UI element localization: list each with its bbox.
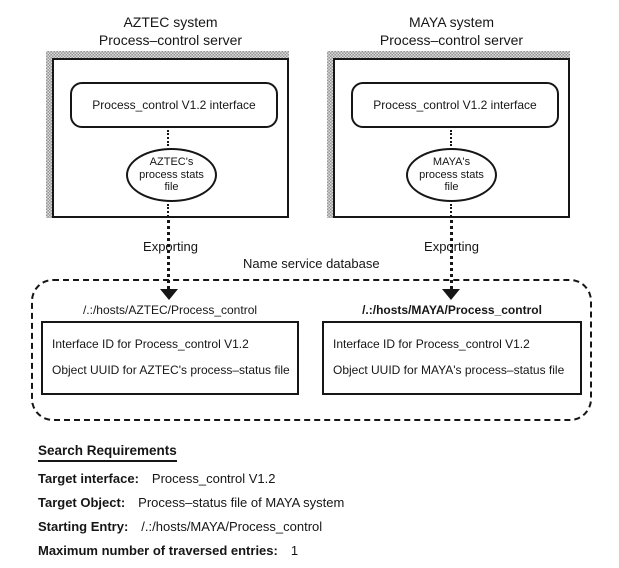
- aztec-server-subtitle: Process–control server: [98, 32, 243, 48]
- aztec-title: [52, 13, 289, 49]
- starting-entry-value: /.:/hosts/MAYA/Process_control: [141, 519, 323, 534]
- max-traversed-label: Maximum number of traversed entries:: [38, 543, 278, 558]
- aztec-entry-interface-id: Interface ID for Process_control V1.2: [52, 337, 249, 351]
- maya-connector-bottom: [450, 204, 452, 217]
- aztec-entry-object-uuid: Object UUID for AZTEC's process–status file: [52, 363, 290, 377]
- aztec-interface-box: [70, 82, 278, 128]
- aztec-entry-name: /.:/hosts/AZTEC/Process_control: [82, 303, 258, 317]
- maya-entry-object-uuid: Object UUID for MAYA's process–status file: [333, 363, 565, 377]
- maya-system-title: MAYA system: [408, 14, 495, 30]
- search-requirements-section: [38, 443, 598, 558]
- search-requirements-heading: Search Requirements: [38, 443, 177, 462]
- maya-server-subtitle: Process–control server: [379, 32, 524, 48]
- maya-interface-label: Process_control V1.2 interface: [373, 98, 537, 112]
- aztec-export-label: Exporting: [143, 239, 198, 254]
- aztec-entry-box: [41, 321, 299, 395]
- aztec-file-line3: file: [164, 181, 179, 194]
- maya-interface-box: [351, 82, 559, 128]
- search-item-max-traversed: [38, 544, 598, 558]
- maya-entry-name: /.:/hosts/MAYA/Process_control: [362, 303, 542, 317]
- maya-stats-file-ellipse: [406, 148, 497, 202]
- aztec-system-title: AZTEC system: [123, 14, 218, 30]
- maya-file-line2: process stats: [419, 168, 484, 181]
- target-object-label: Target Object:: [38, 495, 126, 510]
- aztec-connector-top: [167, 130, 169, 146]
- aztec-file-line2: process stats: [139, 168, 204, 181]
- starting-entry-label: Starting Entry:: [38, 519, 129, 534]
- search-item-target-object: [38, 496, 598, 510]
- maya-export-label: Exporting: [424, 239, 479, 254]
- search-item-starting-entry: [38, 520, 598, 534]
- max-traversed-value: 1: [290, 543, 299, 558]
- aztec-stats-file-ellipse: [126, 148, 217, 202]
- search-item-target-interface: [38, 472, 598, 486]
- target-interface-value: Process_control V1.2: [151, 471, 276, 486]
- maya-entry-interface-id: Interface ID for Process_control V1.2: [333, 337, 530, 351]
- maya-file-line1: MAYA's: [432, 156, 471, 169]
- target-object-value: Process–status file of MAYA system: [138, 495, 345, 510]
- aztec-interface-label: Process_control V1.2 interface: [92, 98, 256, 112]
- aztec-connector-bottom: [167, 204, 169, 217]
- name-service-database-label: Name service database: [243, 256, 380, 271]
- maya-file-line3: file: [444, 181, 459, 194]
- maya-entry-box: [322, 321, 582, 395]
- aztec-file-line1: AZTEC's: [149, 156, 194, 169]
- target-interface-label: Target interface:: [38, 471, 139, 486]
- maya-connector-top: [450, 130, 452, 146]
- maya-title: [333, 13, 570, 49]
